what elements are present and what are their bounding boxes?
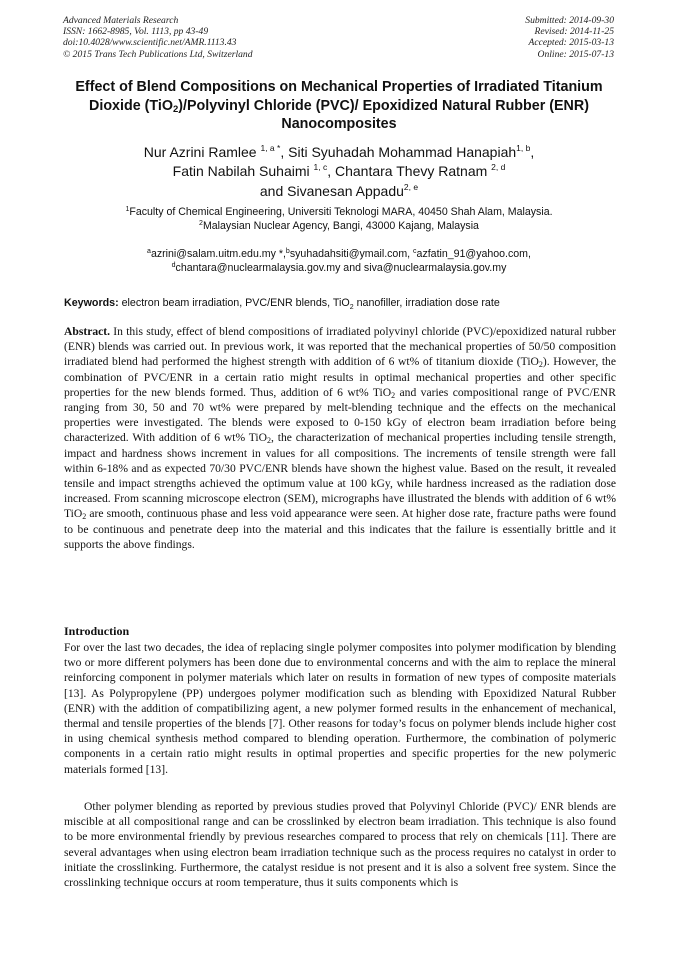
issn: ISSN: 1662-8985, Vol. 1113, pp 43-49 (63, 26, 209, 38)
keywords-text-end: nanofiller, irradiation dose rate (353, 297, 500, 309)
abstract-sub: 2 (538, 360, 543, 370)
email-sup: a (147, 248, 151, 255)
abstract-text: are smooth, continuous phase and less void appearance were seen. At higher dose rate, fracture paths were found to be continuous and penetrate deep into the material and this indicates that the failure is essentially brittle and it supports the above findings. (64, 507, 616, 551)
author-name: Fatin Nabilah Suhaimi (172, 163, 310, 180)
abstract-sub: 2 (82, 512, 87, 522)
email-link[interactable]: syuhadahsiti@ymail.com, (289, 248, 414, 260)
abstract-text: In this study, effect of blend compositions of irradiated polyvinyl chloride (PVC)/epoxidized natural rubber (ENR) blends was carried out. In previous work, it was reported that the mechanical properties of 50/50 composition irradiated blend had performed the highest strength with addition of 6 wt% of titanium dioxide (TiO (64, 325, 616, 369)
abstract (64, 324, 616, 552)
keywords-sub: 2 (349, 304, 354, 312)
journal-name: Advanced Materials Research (63, 15, 179, 26)
doi[interactable]: doi:10.4028/www.scientific.net/AMR.1113.43 (63, 37, 237, 49)
affiliation-1: Faculty of Chemical Engineering, Universiti Teknologi MARA, 40450 Shah Alam, Malaysia. (129, 206, 553, 218)
section-heading-introduction: Introduction (64, 624, 130, 638)
author-sep: , (530, 144, 535, 160)
email-sup: b (285, 248, 290, 255)
email-link[interactable]: azrini@salam.uitm.edu.my *, (150, 248, 286, 260)
author-emails (60, 247, 618, 275)
abstract-text: , the characterization of mechanical properties including tensile strength, impact and hardness shows increment in values for all compositions. The increments of tensile strength were fall within 6-18% and as expected 70/30 PVC/ENR blends have shown the highest value. Based on the result, it revealed tensile and impact strengths achieved the optimum value at 100 kGy, while hardness increased as the radiation dose increased. From scanning microscope electron (SEM), micrographs have illustrated the blends with addition of 6 wt% TiO (64, 431, 616, 521)
author-sup: 2, d (491, 162, 506, 173)
author-sup: 1, b (516, 143, 531, 153)
affiliation-sup: 2 (199, 220, 203, 227)
introduction-paragraph-1 (64, 640, 616, 777)
abstract-text: and varies compositional range of PVC/ENR ranging from 30, 50 and 70 wt% were prepared by melt-blending technique and the effects on the mechanical properties were investigated. The blends were exposed to 0-150 kGy of electron beam irradiation before being characterized. With addition of 6 wt% TiO (64, 385, 616, 445)
affiliation-2: Malaysian Nuclear Agency, Bangi, 43000 Kajang, Malaysia (202, 220, 479, 232)
email-link[interactable]: azfatin_91@yahoo.com, (416, 248, 531, 260)
abstract-text: ). However, the combination of PVC/ENR in a certain ratio might results in optimal mechanical properties and other specific properties for the new blends formed. Thus, addition of 6 wt% TiO (64, 355, 616, 399)
revised-date: Revised: 2014-11-25 (534, 26, 614, 38)
affiliation-sup: 1 (125, 206, 130, 213)
copyright: © 2015 Trans Tech Publications Ltd, Switzerland (63, 48, 253, 60)
keywords-label: Keywords: (64, 297, 119, 309)
accepted-date: Accepted: 2015-03-13 (528, 37, 614, 49)
author-sup: 2, e (403, 181, 419, 192)
title-text-end: )/Polyvinyl Chloride (PVC)/ Epoxidized Natural Rubber (ENR) Nanocomposites (178, 97, 589, 132)
author-name: and Sivanesan Appadu (259, 182, 404, 199)
keywords-text: electron beam irradiation, PVC/ENR blends, TiO (118, 297, 350, 309)
author-sup: 1, c (313, 162, 328, 173)
paragraph-text: For over the last two decades, the idea of replacing single polymer composites into polymer modification by blending two or more different polymers has been done due to environmental concerns and with the aim to replace the mineral reinforcing component in polymer materials which later on results in formation of new types of composite materials [13]. As Polypropylene (PP) undergoes polymer modification such as blending with Epoxidized Natural Rubber (ENR) with the addition of compatibilizing agent, a new polymer formed results in the enhancement of mechanical, thermal and tensile properties of the blends [7]. Other reasons for today’s focus on polymer blends include higher cost in using chemical synthesis method compared to blending operation. Furthermore, the combination of polymeric components in a certain ratio might results in optimal properties and specific properties for the new polymeric materials formed [13]. (64, 641, 616, 776)
paper-title (60, 78, 618, 134)
title-subscript: 2 (172, 103, 179, 115)
author-name: Nur Azrini Ramlee (143, 144, 257, 160)
author-name: , Chantara Thevy Ratnam (327, 163, 488, 180)
author-name: , Siti Syuhadah Mohammad Hanapiah (280, 144, 517, 160)
paragraph-text: Other polymer blending as reported by previous studies proved that Polyvinyl Chloride (PVC)/ ENR blends are miscible at all compositional range and can be crosslinked by electron beam irradiation. This technique is also found to be more environmental friendly by previous researches compared to process that rely on chemicals [11]. There are several advantages when using electron beam irradiation technique such as the process requires no catalyst in order to initiate the crosslinking. Furthermore, the catalyst residue is not present and it is also a solvent free system. Since the crosslinking technique occurs at room temperature, thus it suits components which is (64, 800, 616, 890)
email-link[interactable]: chantara@nuclearmalaysia.gov.my and siva@nuclearmalaysia.gov.my (175, 262, 507, 274)
journal-header-right (525, 15, 614, 60)
abstract-sub: 2 (391, 390, 396, 400)
author-sup: 1, a * (260, 143, 281, 153)
abstract-label: Abstract. (64, 325, 111, 338)
introduction-paragraph-2 (64, 799, 616, 890)
keywords (64, 297, 616, 314)
abstract-sub: 2 (267, 436, 272, 446)
title-text: Effect of Blend Compositions on Mechanical Properties of Irradiated Titanium Dioxide (TiO (75, 79, 603, 114)
affiliations (60, 205, 618, 233)
email-sup: c (413, 248, 417, 255)
submitted-date: Submitted: 2014-09-30 (525, 15, 614, 26)
journal-header-left (63, 15, 253, 60)
email-sup: d (171, 262, 176, 269)
author-list (60, 143, 618, 201)
online-date: Online: 2015-07-13 (537, 48, 614, 60)
